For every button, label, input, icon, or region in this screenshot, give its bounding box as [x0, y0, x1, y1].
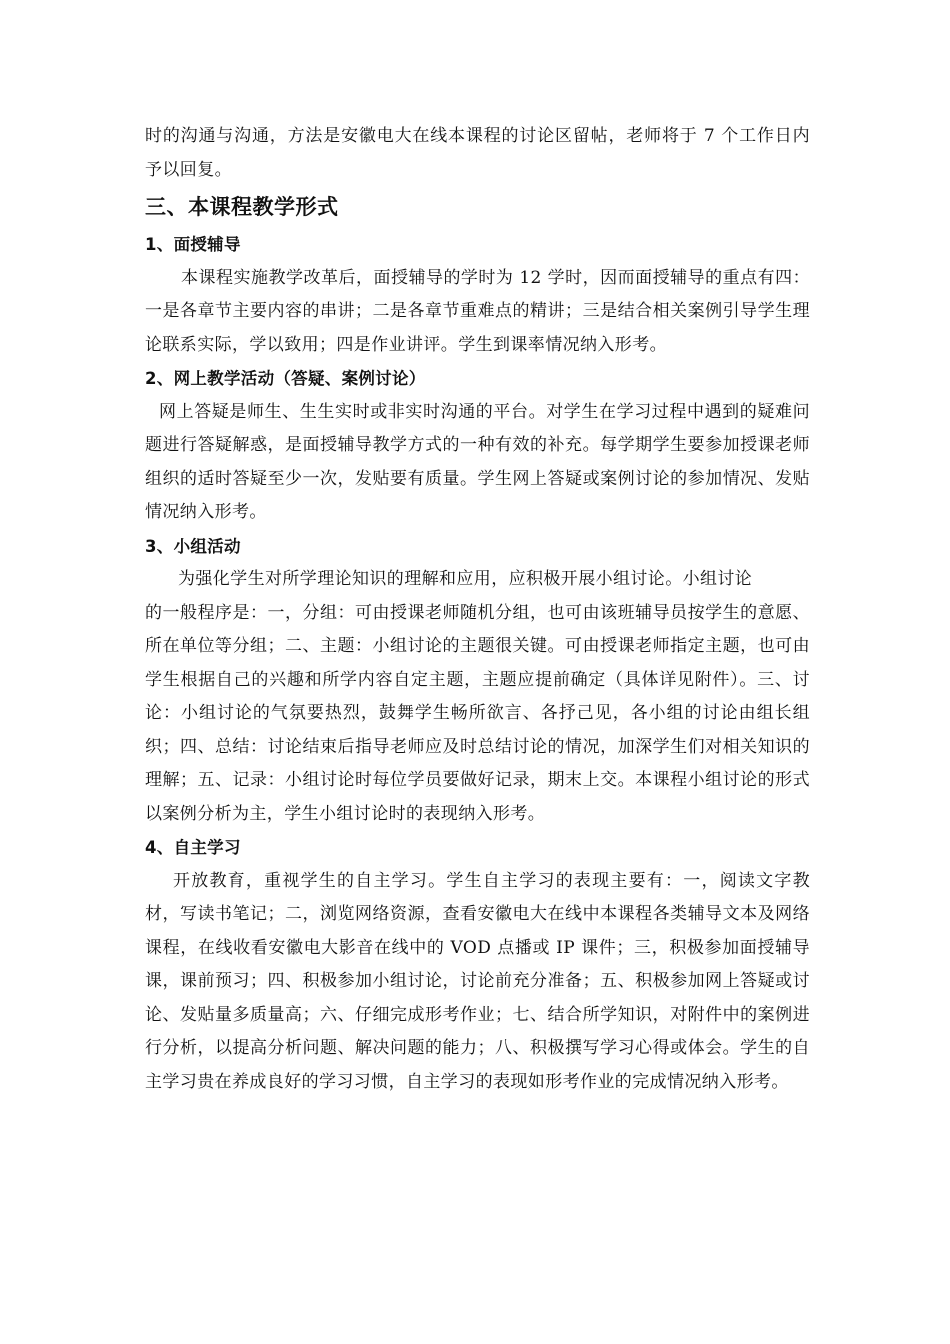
paragraph-face-to-face: 本课程实施教学改革后，面授辅导的学时为 12 学时，因而面授辅导的重点有四：一是各章节主要内容的串讲；二是各章节重难点的精讲；三是结合相关案例引导学生理论联系实际，学以致用；四是作业讲评。学生到课率情况纳入形考。: [145, 267, 810, 355]
paragraph-group-activities-intro: 为强化学生对所学理论知识的理解和应用，应积极开展小组讨论。小组讨论: [178, 569, 753, 589]
subsection-heading-self-study: 4、自主学习: [145, 838, 241, 857]
subsection-heading-online-activities: 2、网上教学活动（答疑、案例讨论）: [145, 369, 426, 388]
document-body: [145, 120, 810, 1099]
subsection-heading-face-to-face: 1、面授辅导: [145, 235, 241, 254]
intro-paragraph: 时的沟通与沟通，方法是安徽电大在线本课程的讨论区留帖，老师将于 7 个工作日内予以回复。: [145, 126, 810, 180]
section-heading: 三、本课程教学形式: [145, 195, 339, 219]
paragraph-self-study: 开放教育，重视学生的自主学习。学生自主学习的表现主要有：一，阅读文字教材，写读书笔记；二，浏览网络资源，查看安徽电大在线中本课程各类辅导文本及网络课程，在线收看安徽电大影音在线中的 VOD 点播或 IP 课件；三，积极参加面授辅导课，课前预习；四、积极参加小组讨论，讨论前充分准备；五、积极参加网上答疑或讨论、发贴量多质量高；六、仔细完成形考作业；七、结合所学知识，对附件中的案例进行分析，以提高分析问题、解决问题的能力；八、积极撰写学习心得或体会。学生的自主学习贵在养成良好的学习习惯，自主学习的表现如形考作业的完成情况纳入形考。: [145, 870, 810, 1092]
subsection-heading-group-activities: 3、小组活动: [145, 536, 241, 556]
paragraph-group-activities-body: 的一般程序是：一，分组：可由授课老师随机分组，也可由该班辅导员按学生的意愿、所在单位等分组；二、主题：小组讨论的主题很关键。可由授课老师指定主题，也可由学生根据自己的兴趣和所学内容自定主题，主题应提前确定（具体详见附件）。三、讨论：小组讨论的气氛要热烈，鼓舞学生畅所欲言、各抒己见，各小组的讨论由组长组织；四、总结：讨论结束后指导老师应及时总结讨论的情况，加深学生们对相关知识的理解；五、记录：小组讨论时每位学员要做好记录，期末上交。本课程小组讨论的形式以案例分析为主，学生小组讨论时的表现纳入形考。: [145, 602, 810, 824]
paragraph-online-activities: 网上答疑是师生、生生实时或非实时沟通的平台。对学生在学习过程中遇到的疑难问题进行答疑解惑，是面授辅导教学方式的一种有效的补充。每学期学生要参加授课老师组织的适时答疑至少一次，发贴要有质量。学生网上答疑或案例讨论的参加情况、发贴情况纳入形考。: [145, 401, 810, 522]
